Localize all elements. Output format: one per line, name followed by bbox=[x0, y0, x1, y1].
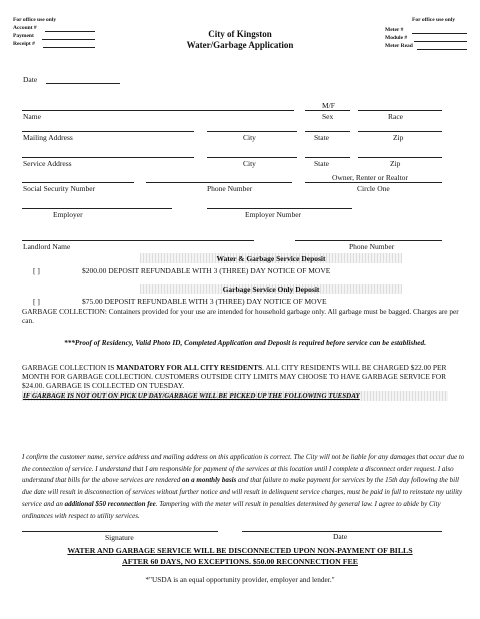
mailing-state-label: State bbox=[314, 133, 329, 142]
disconnect-warning: WATER AND GARBAGE SERVICE WILL BE DISCONNECTED UPON NON-PAYMENT OF BILLS bbox=[67, 546, 413, 555]
owner-label: Owner, Renter or Realtor bbox=[332, 173, 408, 182]
name-label: Name bbox=[23, 112, 41, 121]
mailing-label: Mailing Address bbox=[23, 133, 73, 142]
employer-field[interactable] bbox=[22, 208, 172, 209]
sex-label: Sex bbox=[322, 112, 334, 121]
employer-number-field[interactable] bbox=[207, 208, 352, 209]
confirm-text-e: . Tampering with the meter will result in penalties determined by general law. I agree to abide by City ordinances with respect to utility services. bbox=[22, 499, 441, 520]
service-state-label: State bbox=[314, 159, 329, 168]
meter-field[interactable] bbox=[412, 33, 467, 34]
employer-label: Employer bbox=[53, 210, 83, 219]
water-deposit-text: $200.00 DEPOSIT REFUNDABLE WITH 3 (THREE) DAY NOTICE OF MOVE bbox=[82, 266, 331, 275]
mailing-zip-label: Zip bbox=[393, 133, 404, 142]
tuesday-note: IF GARBAGE IS NOT OUT ON PICK UP DAY/GARBAGE WILL BE PICKED UP THE FOLLOWING TUESDAY bbox=[23, 392, 360, 400]
phone-field[interactable] bbox=[146, 182, 292, 183]
usda-statement: *"USDA is an equal opportunity provider, employer and lender." bbox=[145, 575, 335, 584]
service-state-field[interactable] bbox=[305, 157, 350, 158]
reconnection-warning: AFTER 60 DAYS, NO EXCEPTIONS. $50.00 RECONNECTION FEE bbox=[122, 557, 358, 566]
service-zip-label: Zip bbox=[390, 159, 401, 168]
account-field[interactable] bbox=[45, 31, 95, 32]
office-title-right: For office use only bbox=[412, 17, 456, 23]
mailing-city-label: City bbox=[243, 133, 256, 142]
sex-field[interactable] bbox=[305, 110, 350, 111]
confirm-text-b: on a monthly basis bbox=[182, 476, 237, 485]
phone-label: Phone Number bbox=[207, 184, 253, 193]
meter-label: Meter # bbox=[385, 27, 404, 33]
landlord-phone-label: Phone Number bbox=[349, 242, 395, 251]
water-deposit-title: Water & Garbage Service Deposit bbox=[216, 254, 326, 263]
date-label: Date bbox=[23, 75, 38, 84]
garbage-deposit-title: Garbage Service Only Deposit bbox=[222, 285, 320, 294]
signature-date-label: Date bbox=[333, 532, 348, 541]
name-field[interactable] bbox=[22, 110, 294, 111]
city-name: City of Kingston bbox=[208, 29, 272, 39]
mandatory-note bbox=[22, 363, 470, 390]
owner-field[interactable] bbox=[305, 182, 442, 183]
payment-label: Payment bbox=[13, 33, 34, 39]
confirm-text-d: additional $50 reconnection fee bbox=[64, 499, 156, 508]
employer-number-label: Employer Number bbox=[245, 210, 302, 219]
office-title-left: For office use only bbox=[13, 17, 57, 23]
confirm-text-c: and that failure to make payment for services by the 15th day following the bill due date will result in disconnection of services without further notice and will result in delinquent service charges, must be paid in full to reinstate my utility service and an bbox=[22, 476, 463, 508]
module-field[interactable] bbox=[414, 41, 467, 42]
ssn-label: Social Security Number bbox=[23, 184, 96, 193]
water-deposit-checkbox[interactable]: [ ] bbox=[33, 266, 40, 275]
account-label: Account # bbox=[13, 25, 37, 31]
mailing-field[interactable] bbox=[22, 131, 194, 132]
service-zip-field[interactable] bbox=[358, 157, 442, 158]
signature-label: Signature bbox=[105, 533, 134, 542]
collection-note: GARBAGE COLLECTION: Containers provided for your use are intended for household garbage only. All garbage must be bagged. Charges are per can. bbox=[22, 307, 459, 325]
form-title: Water/Garbage Application bbox=[186, 40, 294, 50]
mandatory-text-b: MANDATORY FOR ALL CITY RESIDENTS bbox=[116, 363, 263, 372]
landlord-field[interactable] bbox=[22, 240, 254, 241]
mandatory-text-a: GARBAGE COLLECTION IS bbox=[22, 363, 117, 372]
mandatory-text-c: . ALL CITY RESIDENTS WILL BE CHARGED $22.00 PER MONTH FOR GARBAGE COLLECTION. CUSTOMERS OUTSIDE CITY LIMITS MAY CHOOSE TO HAVE GARBAGE SERVICE FOR $24.00. GARBAGE IS COLLECTED ON TUESDAY. bbox=[22, 363, 447, 390]
payment-field[interactable] bbox=[42, 39, 95, 40]
service-city-field[interactable] bbox=[207, 157, 297, 158]
mf-label: M/F bbox=[322, 101, 335, 110]
garbage-deposit-checkbox[interactable]: [ ] bbox=[33, 297, 40, 306]
mailing-city-field[interactable] bbox=[207, 131, 297, 132]
landlord-label: Landlord Name bbox=[23, 242, 71, 251]
garbage-deposit-text: $75.00 DEPOSIT REFUNDABLE WITH 3 (THREE) DAY NOTICE OF MOVE bbox=[82, 297, 327, 306]
receipt-field[interactable] bbox=[43, 47, 95, 48]
module-label: Module # bbox=[385, 35, 408, 41]
proof-note: ***Proof of Residency, Valid Photo ID, Completed Application and Deposit is required before service can be established. bbox=[63, 338, 427, 347]
date-field[interactable] bbox=[46, 83, 120, 84]
landlord-phone-field[interactable] bbox=[295, 240, 442, 241]
receipt-label: Receipt # bbox=[13, 41, 35, 47]
service-city-label: City bbox=[243, 159, 256, 168]
mailing-zip-field[interactable] bbox=[358, 131, 442, 132]
ssn-field[interactable] bbox=[22, 182, 134, 183]
race-field[interactable] bbox=[358, 110, 442, 111]
service-field[interactable] bbox=[22, 157, 194, 158]
meter-read-field[interactable] bbox=[417, 49, 467, 50]
service-label: Service Address bbox=[23, 159, 72, 168]
confirmation-paragraph bbox=[22, 452, 470, 522]
race-label: Race bbox=[388, 112, 403, 121]
meter-read-label: Meter Read bbox=[385, 43, 413, 49]
signature-field[interactable] bbox=[22, 531, 218, 532]
circle-label: Circle One bbox=[357, 184, 390, 193]
mailing-state-field[interactable] bbox=[305, 131, 350, 132]
confirm-text-a: I confirm the customer name, service address and mailing address on this application is correct. The City will not be liable for any damages that occur due to the connection of service. I understand that I am responsible for payment of the services at this location until I complete a disconnect order request. I also understand that bills for the above services are rendered bbox=[22, 453, 465, 485]
